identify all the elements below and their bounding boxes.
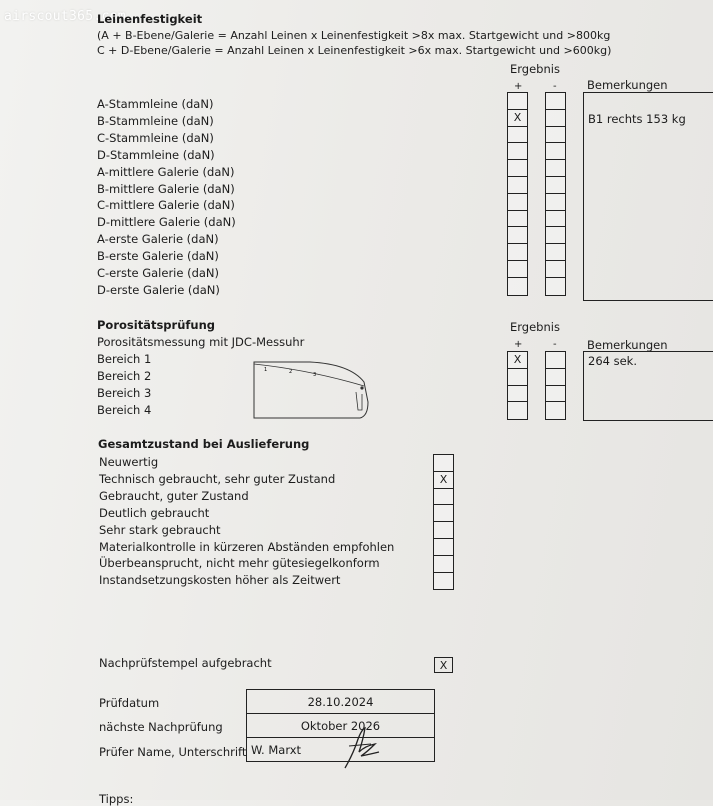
porosity-minus-cell [546,386,565,403]
porosity-row-label: Bereich 1 [97,352,152,366]
porosity-row-label: Bereich 2 [97,369,152,383]
line-strength-minus-cell [546,93,565,110]
line-strength-plus-cell [508,227,527,244]
porosity-remarks-text: 264 sek. [588,354,637,368]
condition-row-label: Deutlich gebraucht [99,505,210,520]
condition-check-cell [434,489,453,506]
porosity-remarks-header: Bemerkungen [587,338,668,352]
porosity-plus-cell [508,369,527,386]
line-strength-row-label: B-Stammleine (daN) [97,113,214,128]
minus-header: - [553,81,557,92]
line-strength-row-label: D-Stammleine (daN) [97,147,215,162]
condition-check-cell [434,455,453,472]
wing-mark-1: 1 [264,367,268,373]
line-strength-remarks-box [583,92,713,301]
porosity-minus-header: - [553,339,557,350]
line-strength-plus-cell [508,160,527,177]
porosity-result-header: Ergebnis [510,320,560,334]
line-strength-row-label: D-erste Galerie (daN) [97,282,220,297]
line-strength-minus-cell [546,143,565,160]
line-strength-minus-cell [546,194,565,211]
condition-row-label: Technisch gebraucht, sehr guter Zustand [99,471,336,486]
wing-diagram [250,358,376,424]
line-strength-row-label: D-mittlere Galerie (daN) [97,215,236,230]
section-title-line-strength: Leinenfestigkeit [97,12,203,26]
line-strength-minus-cell [546,127,565,144]
condition-check-column [433,454,454,590]
line-strength-plus-cell [508,127,527,144]
line-strength-row-label: A-mittlere Galerie (daN) [97,164,235,179]
line-strength-row-label: C-Stammleine (daN) [97,130,214,145]
line-strength-minus-cell [546,160,565,177]
porosity-minus-cell [546,369,565,386]
watermark: airscout365.com [4,9,126,24]
rule-ab-text: (A + B-Ebene/Galerie = Anzahl Leinen x Leinenfestigkeit >8x max. Startgewicht und >800kg [97,29,611,42]
signature [335,724,385,772]
condition-row-label: Instandsetzungskosten höher als Zeitwert [99,573,341,588]
condition-check-cell [434,556,453,573]
line-strength-plus-cell [508,194,527,211]
condition-check-cell [434,505,453,522]
line-strength-minus-cell [546,110,565,127]
line-strength-row-label: C-erste Galerie (daN) [97,266,220,280]
wing-mark-2: 2 [289,369,293,375]
porosity-row-label: Bereich 3 [97,386,152,400]
inspector-value: W. Marxt [247,738,435,762]
plus-header: + [514,81,523,92]
condition-row-label: Gebraucht, guter Zustand [99,488,249,503]
line-strength-remarks-text: B1 rechts 153 kg [588,112,686,126]
line-strength-plus-cell [508,177,527,194]
remarks-header: Bemerkungen [587,78,668,92]
line-strength-plus-column [507,92,528,296]
line-strength-minus-column [545,92,566,296]
condition-row-label: Überbeansprucht, nicht mehr gütesiegelkonform [99,556,380,571]
line-strength-plus-cell [508,278,527,295]
porosity-minus-cell [546,402,565,419]
line-strength-plus-cell [508,93,527,110]
wing-mark-3: 3 [313,372,317,378]
porosity-plus-cell [508,402,527,419]
condition-check-cell [434,539,453,556]
line-strength-minus-cell [546,177,565,194]
stamp-label: Nachprüfstempel aufgebracht [99,656,272,670]
porosity-subtitle: Porositätsmessung mit JDC-Messuhr [97,335,305,349]
next-inspection-value: Oktober 2026 [247,714,435,738]
porosity-minus-column [545,351,566,420]
stamp-checkbox: X [434,657,453,673]
next-inspection-label: nächste Nachprüfung [99,720,223,734]
inspector-label: Prüfer Name, Unterschrift [99,745,247,759]
date-value: 28.10.2024 [247,690,435,714]
line-strength-row-label: B-mittlere Galerie (daN) [97,181,235,196]
line-strength-minus-cell [546,278,565,295]
line-strength-minus-cell [546,244,565,261]
porosity-row-label: Bereich 4 [97,403,152,417]
porosity-plus-cell: X [508,352,527,369]
porosity-plus-column [507,351,528,420]
line-strength-row-label: A-Stammleine (daN) [97,97,214,111]
condition-row-label: Materialkontrolle in kürzeren Abständen empfohlen [99,539,395,554]
condition-check-cell: X [434,472,453,489]
condition-row-label: Neuwertig [99,455,159,469]
porosity-plus-cell [508,386,527,403]
line-strength-plus-cell [508,143,527,160]
line-strength-row-label: B-erste Galerie (daN) [97,249,219,264]
condition-check-cell [434,522,453,539]
line-strength-minus-cell [546,227,565,244]
line-strength-minus-cell [546,261,565,278]
condition-check-cell [434,573,453,590]
line-strength-plus-cell: X [508,110,527,127]
porosity-plus-header: + [514,339,523,350]
line-strength-plus-cell [508,261,527,278]
section-title-porosity: Porositätsprüfung [97,318,215,332]
section-title-condition: Gesamtzustand bei Auslieferung [98,437,310,451]
porosity-minus-cell [546,352,565,369]
footer-partial-text: Tipps: [99,792,134,806]
line-strength-plus-cell [508,244,527,261]
line-strength-plus-cell [508,211,527,228]
line-strength-row-label: A-erste Galerie (daN) [97,232,219,247]
porosity-remarks-box [583,351,713,421]
rule-cd-text: C + D-Ebene/Galerie = Anzahl Leinen x Leinenfestigkeit >6x max. Startgewicht und >600kg) [97,44,612,57]
line-strength-row-label: C-mittlere Galerie (daN) [97,198,235,213]
line-strength-minus-cell [546,211,565,228]
date-label: Prüfdatum [99,696,160,710]
result-header: Ergebnis [510,62,560,76]
condition-row-label: Sehr stark gebraucht [99,522,221,537]
